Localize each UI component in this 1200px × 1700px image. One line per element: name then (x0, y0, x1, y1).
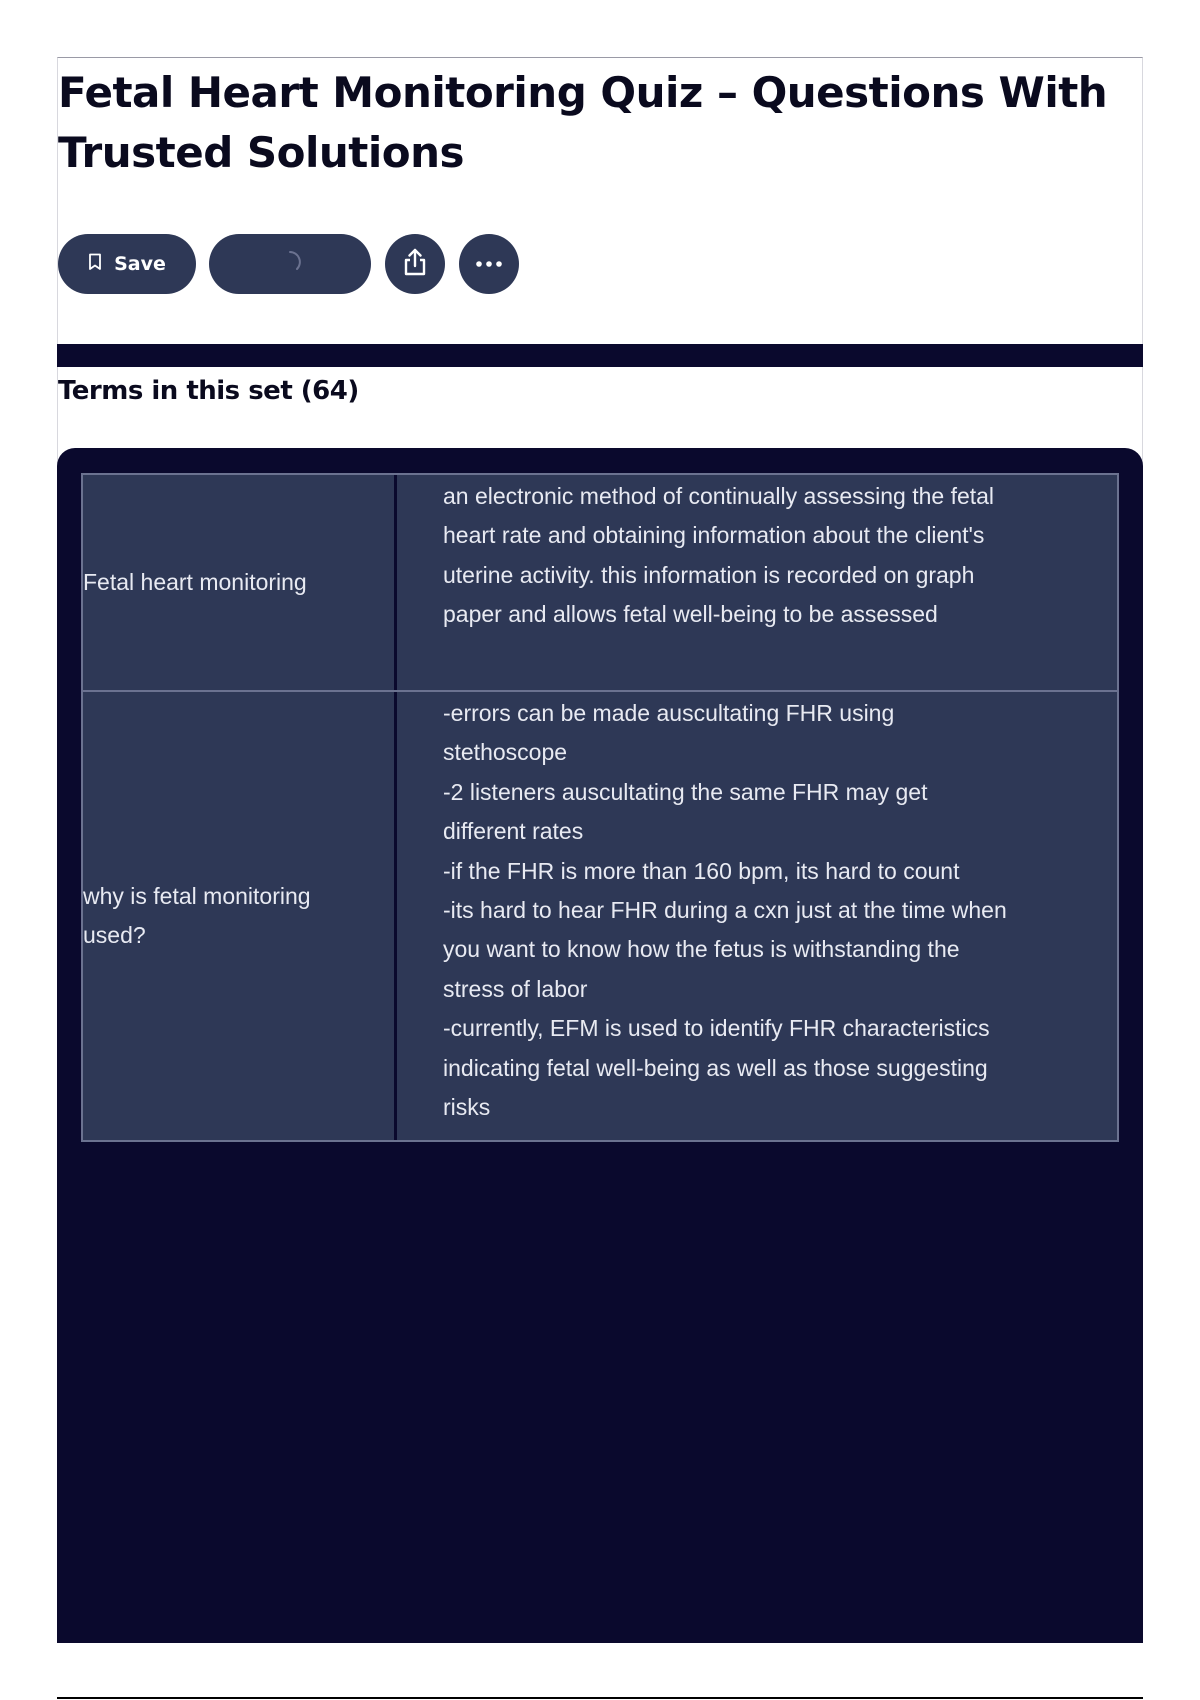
bookmark-icon (88, 253, 102, 276)
loading-button[interactable] (209, 234, 371, 294)
share-icon (401, 247, 429, 282)
more-options-button[interactable] (459, 234, 519, 294)
term-definition: -errors can be made auscultating FHR using stethoscope -2 listeners auscultating the same FHR may get different rates -if the FHR is more than 160 bpm, its hard to count -its hard to hear FHR during a cxn just at the time when you want to know how the fetus is withstanding the stress of labor -currently, EFM is used to identify FHR characteristics indicating fetal well-being as well as those suggesting risks (443, 700, 1007, 1121)
term-row (83, 692, 1117, 1140)
spinner-icon (277, 249, 303, 280)
terms-table (81, 473, 1119, 1142)
share-button[interactable] (385, 234, 445, 294)
term-definition: an electronic method of continually assessing the fetal heart rate and obtaining information about the client's uterine activity. this information is recorded on graph paper and allows fetal well-being to be assessed (443, 483, 995, 628)
action-toolbar (58, 234, 519, 294)
study-set-page (57, 57, 1143, 1642)
save-button[interactable] (58, 234, 196, 294)
footer-rule (57, 1697, 1143, 1699)
term-row (83, 475, 1117, 692)
term-word: why is fetal monitoring used? (83, 883, 311, 948)
term-word: Fetal heart monitoring (83, 569, 307, 595)
section-divider (57, 344, 1143, 367)
terms-panel (57, 448, 1143, 1643)
terms-heading: Terms in this set (64) (58, 376, 359, 406)
more-horizontal-icon (475, 255, 503, 273)
save-label: Save (114, 253, 166, 275)
page-title: Fetal Heart Monitoring Quiz – Questions With Trusted Solutions (58, 68, 1108, 177)
